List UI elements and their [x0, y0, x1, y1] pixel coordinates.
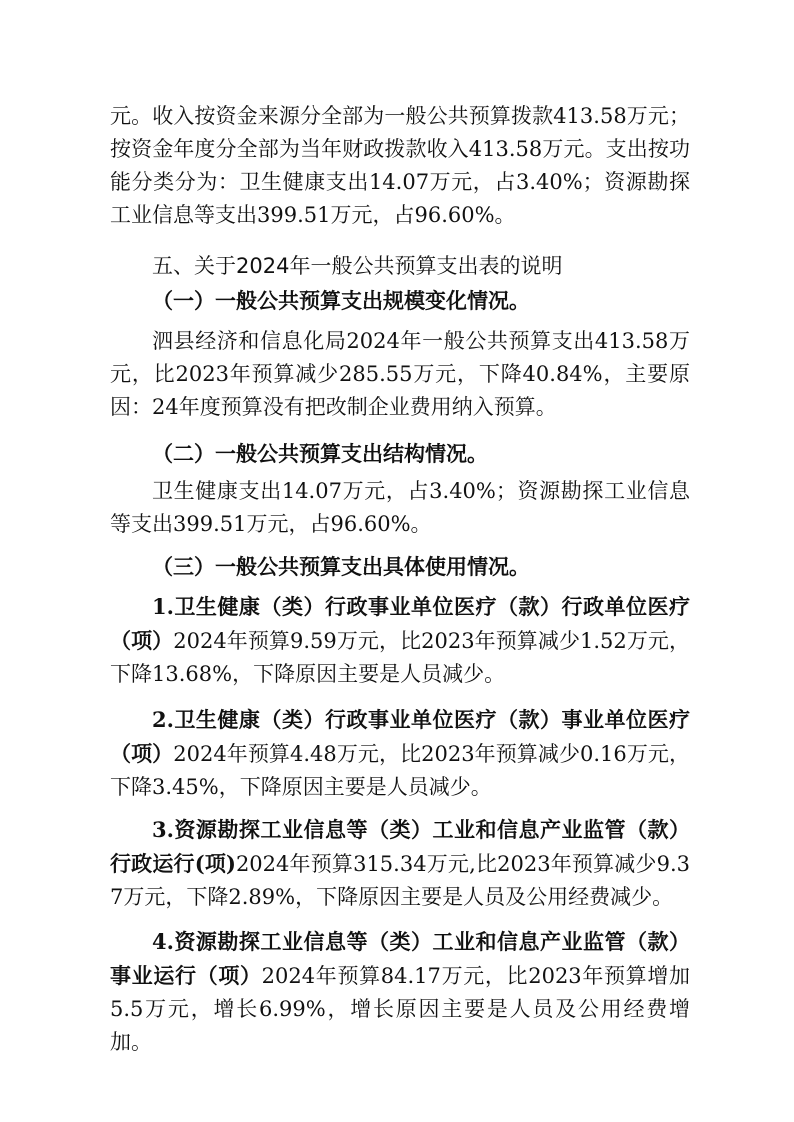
section-heading-five: 五、关于2024年一般公共预算支出表的说明: [152, 254, 563, 278]
paragraph-structure: 卫生健康支出14.07万元，占3.40%；资源勘探工业信息等支出399.51万元，占96.60%。: [110, 479, 690, 536]
subheading-usage: （三）一般公共预算支出具体使用情况。: [152, 554, 530, 579]
list-item-3: [110, 813, 690, 914]
list-item-4: [110, 925, 690, 1059]
list-item-1-category: 1.卫生健康（类）行政事业单位医疗（款）行政单位医疗（项）: [110, 594, 690, 653]
list-item-1-detail: 2024年预算9.59万元，比2023年预算减少1.52万元，下降13.68%，下降原因主要是人员减少。: [110, 629, 691, 686]
paragraph-income-expenditure: 元。收入按资金来源分全部为一般公共预算拨款413.58万元；按资金年度分全部为当年财政拨款收入413.58万元。支出按功能分类分为：卫生健康支出14.07万元，占3.40%；资源勘探工业信息等支出399.51万元，占96.60%。: [110, 104, 690, 227]
list-item-1: [110, 590, 690, 691]
list-item-3-category: 3.资源勘探工业信息等（类）工业和信息产业监管（款）行政运行(项): [110, 817, 690, 876]
list-item-2-detail: 2024年预算4.48万元，比2023年预算减少0.16万元，下降3.45%，下降原因主要是人员减少。: [110, 742, 691, 799]
list-item-4-detail: 2024年预算84.17万元，比2023年预算增加5.5万元，增长6.99%，增长原因主要是人员及公用经费增加。: [110, 964, 690, 1054]
subheading-scale-change: （一）一般公共预算支出规模变化情况。: [152, 288, 530, 313]
list-item-2-category: 2.卫生健康（类）行政事业单位医疗（款）事业单位医疗（项）: [110, 707, 690, 766]
list-item-2: [110, 703, 690, 804]
paragraph-scale-change: 泗县经济和信息化局2024年一般公共预算支出413.58万元，比2023年预算减少285.55万元，下降40.84%，主要原因：24年度预算没有把改制企业费用纳入预算。: [110, 329, 690, 419]
list-item-3-detail: 2024年预算315.34万元,比2023年预算减少9.37万元，下降2.89%，下降原因主要是人员及公用经费减少。: [110, 852, 691, 909]
subheading-structure: （二）一般公共预算支出结构情况。: [152, 441, 488, 466]
list-item-4-category: 4.资源勘探工业信息等（类）工业和信息产业监管（款）事业运行（项）: [110, 929, 690, 988]
